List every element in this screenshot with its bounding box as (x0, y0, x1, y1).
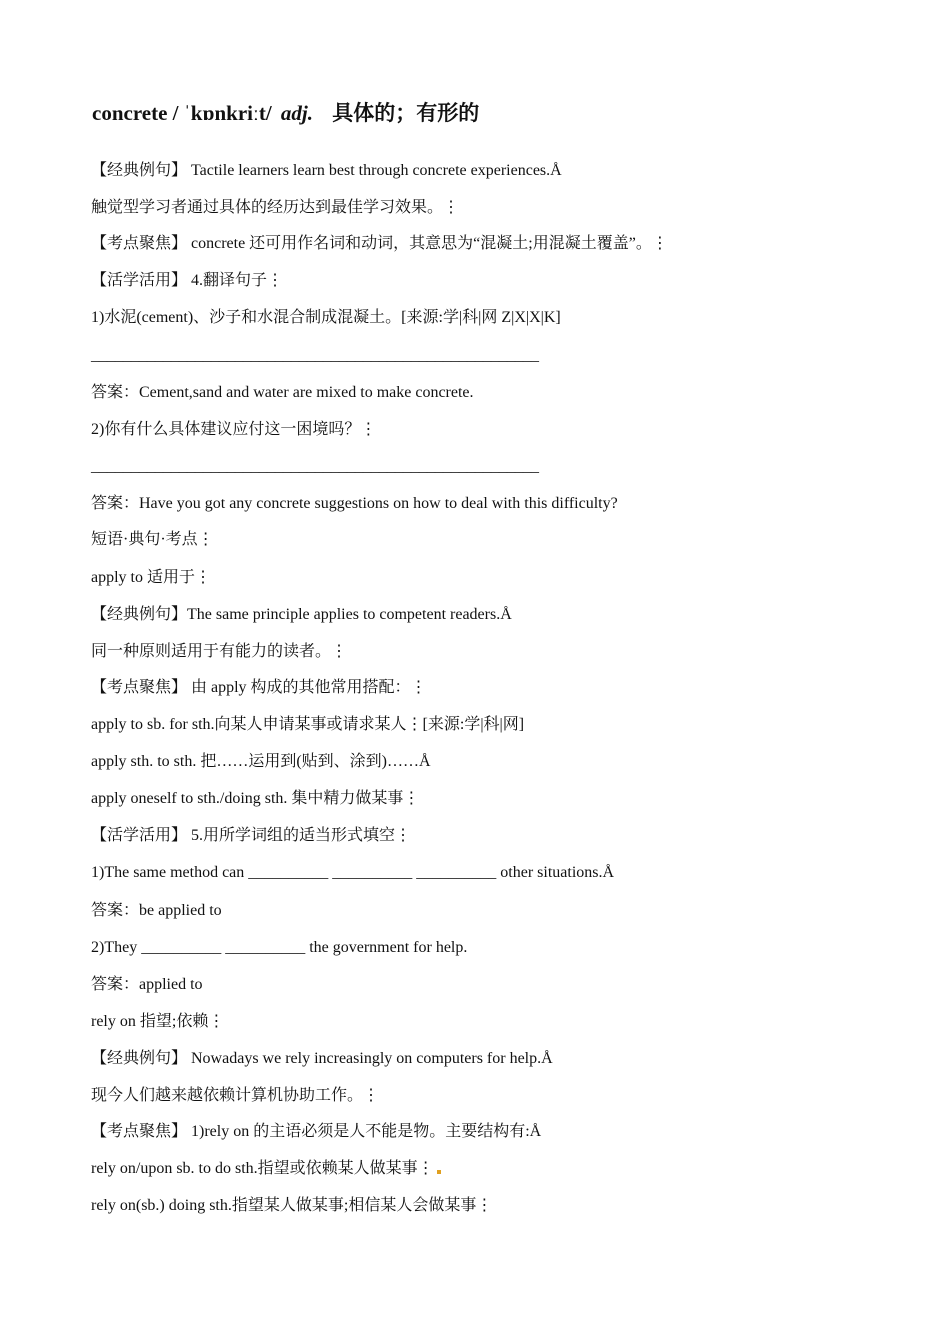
section-label: 短语·典句·考点⋮ (91, 531, 214, 548)
marker-dot-icon (437, 1170, 441, 1174)
answer-line: 答案：Have you got any concrete suggestions on how to deal with this difficulty? (91, 495, 618, 512)
text-line: apply oneself to sth./doing sth. 集中精力做某事⋮ (91, 790, 420, 807)
text-line: 【考点聚焦】 1)rely on 的主语必须是人不能是物。主要结构有:Å (91, 1123, 542, 1140)
meaning: 具体的；有形的 (332, 101, 480, 125)
text-line: rely on(sb.) doing sth.指望某人做某事;相信某人会做某事⋮ (91, 1197, 493, 1214)
text-line: 【经典例句】 Tactile learners learn best through concrete experiences.Å (91, 162, 562, 179)
text-line (91, 1159, 441, 1179)
text-line: 【活学活用】 5.用所学词组的适当形式填空⋮ (91, 827, 412, 844)
text-line: 同一种原则适用于有能力的读者。⋮ (91, 643, 348, 660)
text-line: 1)水泥(cement)、沙子和水混合制成混凝土。[来源:学|科|网 Z|X|X|K] (91, 309, 561, 326)
entry-heading (92, 97, 479, 127)
headword: concrete (92, 101, 168, 125)
phrase-entry: rely on 指望;依赖⋮ (91, 1013, 225, 1030)
answer-line: 答案：be applied to (91, 902, 222, 919)
phrase-entry: apply to 适用于⋮ (91, 569, 211, 586)
text-line-content: rely on/upon sb. to do sth.指望或依赖某人做某事⋮ (91, 1160, 434, 1177)
answer-line: 答案：Cement,sand and water are mixed to make concrete. (91, 384, 474, 401)
text-line: 【经典例句】The same principle applies to competent readers.Å (91, 606, 512, 623)
text-line: 【考点聚焦】 由 apply 构成的其他常用搭配：⋮ (91, 679, 427, 696)
text-line: 现今人们越来越依赖计算机协助工作。⋮ (91, 1087, 380, 1104)
text-line: 1)The same method can __________ __________ __________ other situations.Å (91, 864, 615, 881)
text-line: 【活学活用】 4.翻译句子⋮ (91, 272, 284, 289)
text-line: 【经典例句】 Nowadays we rely increasingly on computers for help.Å (91, 1050, 553, 1067)
text-line: 2)They __________ __________ the government for help. (91, 939, 468, 956)
answer-blank-line: ________________________________________________________ (91, 347, 539, 364)
text-line: apply sth. to sth. 把……运用到(贴到、涂到)……Å (91, 753, 431, 770)
text-line: apply to sb. for sth.向某人申请某事或请求某人⋮[来源:学|科|网] (91, 716, 525, 733)
text-line: 2)你有什么具体建议应付这一困境吗？⋮ (91, 421, 377, 438)
answer-line: 答案：applied to (91, 976, 203, 993)
phonetic: / ˈkɒnkriːt/ (172, 101, 272, 125)
answer-blank-line: ________________________________________________________ (91, 458, 539, 475)
text-line: 【考点聚焦】 concrete 还可用作名词和动词，其意思为“混凝土;用混凝土覆盖”。⋮ (91, 235, 668, 252)
text-line: 触觉型学习者通过具体的经历达到最佳学习效果。⋮ (91, 199, 460, 216)
part-of-speech: adj. (280, 101, 314, 125)
